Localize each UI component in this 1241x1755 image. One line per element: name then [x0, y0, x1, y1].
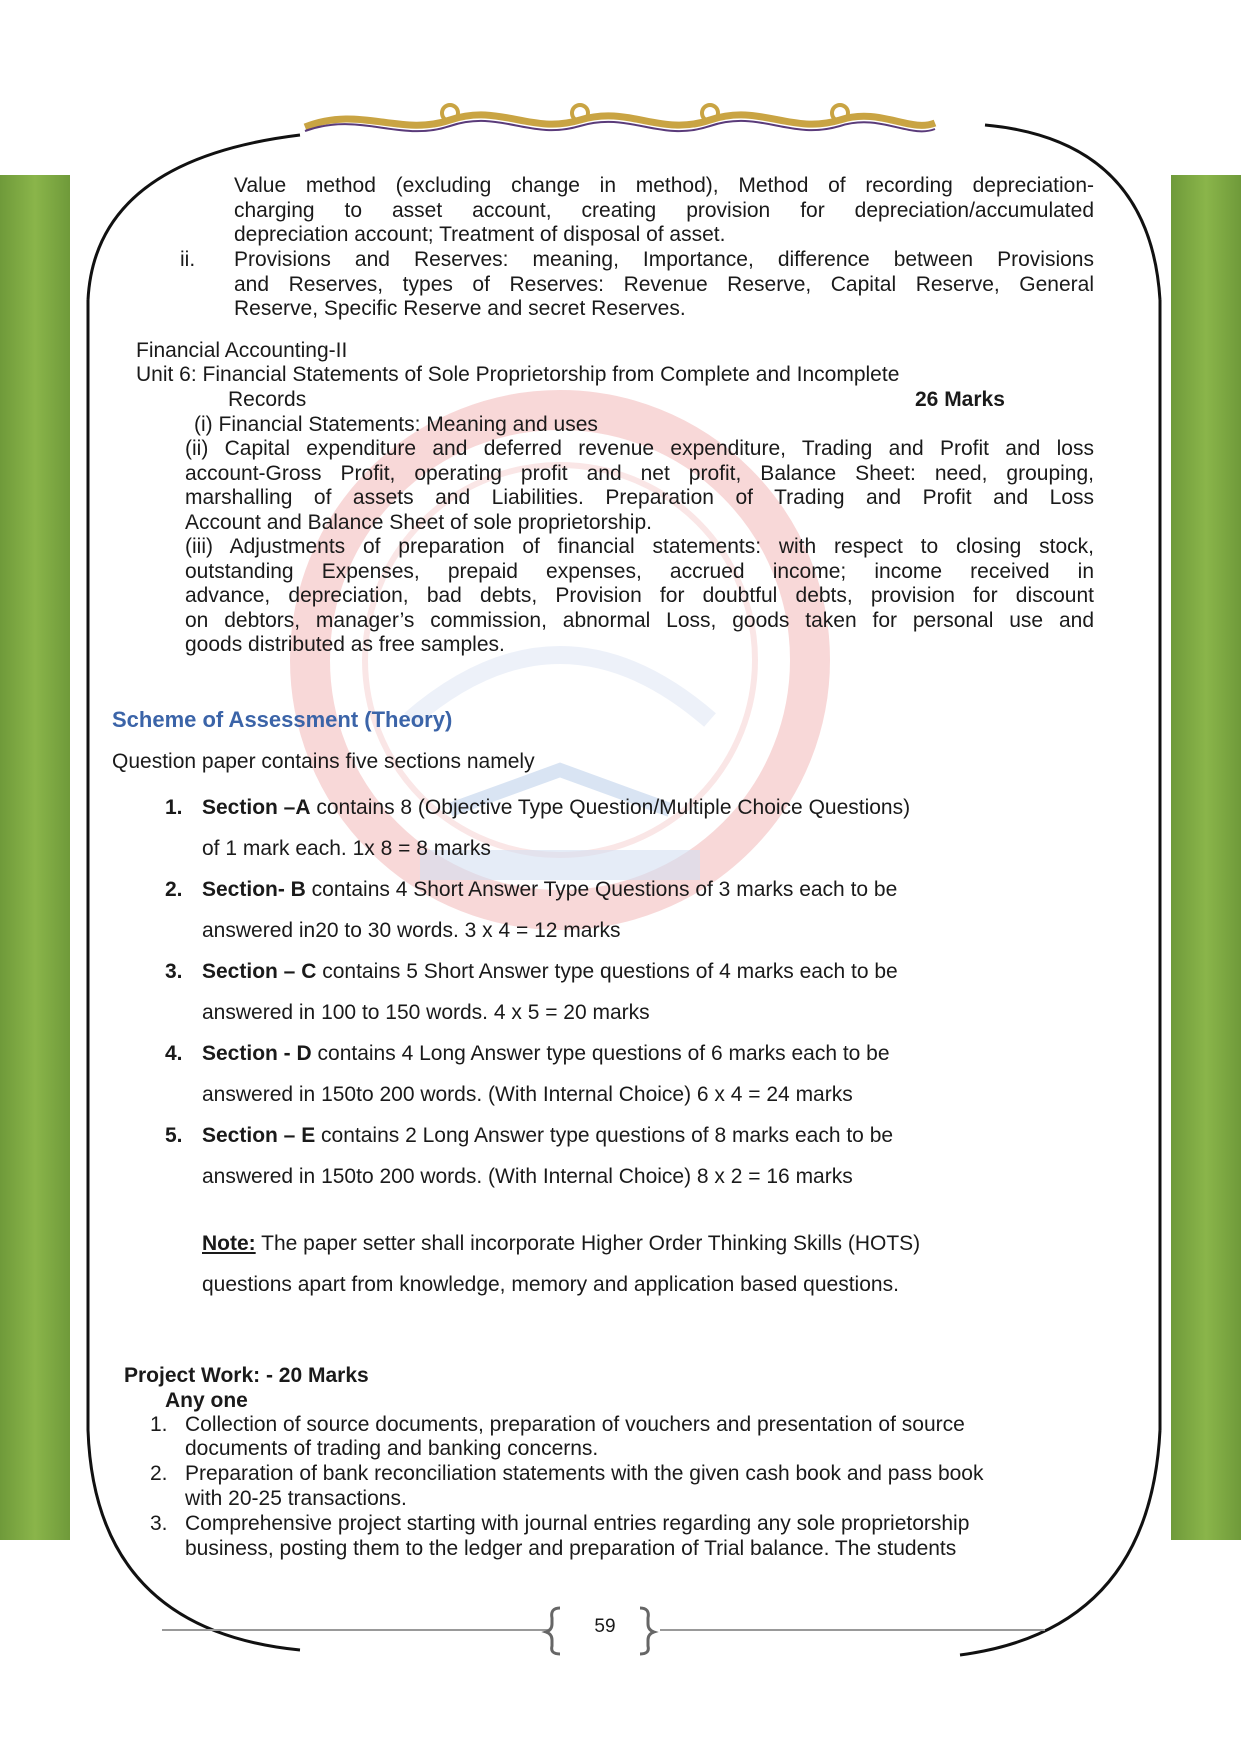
section-d-number: 4. — [165, 1042, 183, 1065]
project-item-3-number: 3. — [150, 1512, 168, 1535]
assessment-intro: Question paper contains five sections namely — [112, 750, 535, 773]
unit6-item-i: (i) Financial Statements: Meaning and uses — [194, 413, 598, 436]
project-item-3-line1: Comprehensive project starting with journal entries regarding any sole proprietorship — [185, 1512, 970, 1535]
section-e-label: Section – E — [202, 1124, 316, 1147]
section-c-label: Section – C — [202, 960, 317, 983]
project-item-2-line1: Preparation of bank reconciliation statements with the given cash book and pass book — [185, 1462, 984, 1485]
section-a-line2: of 1 mark each. 1x 8 = 8 marks — [202, 837, 491, 860]
project-subheading: Any one — [165, 1389, 248, 1412]
section-c-line1: Section – C contains 5 Short Answer type questions of 4 marks each to be — [202, 960, 898, 983]
note-line1: Note: The paper setter shall incorporate Higher Order Thinking Skills (HOTS) — [202, 1232, 921, 1255]
course-title: Financial Accounting-II — [136, 339, 348, 362]
section-c-line2: answered in 100 to 150 words. 4 x 5 = 20 marks — [202, 1001, 650, 1024]
unit6-title: Unit 6: Financial Statements of Sole Proprietorship from Complete and Incomplete — [136, 363, 900, 386]
section-d-line1: Section - D contains 4 Long Answer type questions of 6 marks each to be — [202, 1042, 890, 1065]
project-item-1-line1: Collection of source documents, preparation of vouchers and presentation of source — [185, 1413, 965, 1436]
section-d-label: Section - D — [202, 1042, 312, 1065]
assessment-heading: Scheme of Assessment (Theory) — [112, 707, 453, 732]
project-item-1-number: 1. — [150, 1413, 168, 1436]
project-item-1-line2: documents of trading and banking concerns. — [185, 1437, 599, 1460]
section-a-line1: Section –A contains 8 (Objective Type Question/Multiple Choice Questions) — [202, 796, 911, 819]
section-b-label: Section- B — [202, 878, 306, 901]
unit6-item-iii: (iii) Adjustments of preparation of financial statements: with respect to closing stock, outstanding Expenses, prepaid expenses, accrued income; income received in advance, depreciation, bad debts, Provision for doubtful debts, provision for discount on debtors, manager’s commission, abnormal Loss, goods taken for personal use and goods distributed as free samples. — [185, 535, 1094, 656]
unit6-item-ii: (ii) Capital expenditure and deferred revenue expenditure, Trading and Profit and loss account-Gross Profit, operating profit and net profit, Balance Sheet: need, grouping, marshalling of assets and Liabilities. Preparation of Trading and Profit and Loss Account and Balance Sheet of sole proprietorship. — [185, 437, 1094, 534]
section-b-line1: Section- B contains 4 Short Answer Type Questions of 3 marks each to be — [202, 878, 898, 901]
section-a-label: Section –A — [202, 796, 311, 819]
depreciation-continuation: Value method (excluding change in method), Method of recording depreciation- charging to asset account, creating provision for depreciation/accumulated depreciation account; Treatment of disposal of asset. — [234, 174, 1094, 246]
section-b-line2: answered in20 to 30 words. 3 x 4 = 12 marks — [202, 919, 621, 942]
section-e-line2: answered in 150to 200 words. (With Internal Choice) 8 x 2 = 16 marks — [202, 1165, 853, 1188]
top-ornament — [300, 95, 940, 145]
section-c-number: 3. — [165, 960, 183, 983]
project-item-3-line2: business, posting them to the ledger and preparation of Trial balance. The students — [185, 1537, 957, 1560]
unit6-marks: 26 Marks — [915, 388, 1005, 411]
unit6-title-cont: Records — [228, 388, 307, 411]
note-label: Note: — [202, 1232, 256, 1255]
provisions-reserves-item: Provisions and Reserves: meaning, Importance, difference between Provisions and Reserves, types of Reserves: Revenue Reserve, Capital Reserve, General Reserve, Specific Reserve and secret Reserves. — [234, 248, 1094, 320]
project-heading: Project Work: - 20 Marks — [124, 1364, 369, 1387]
project-item-2-number: 2. — [150, 1462, 168, 1485]
note-line2: questions apart from knowledge, memory and application based questions. — [202, 1273, 899, 1296]
section-b-number: 2. — [165, 878, 183, 901]
section-e-number: 5. — [165, 1124, 183, 1147]
item-ii-marker: ii. — [180, 248, 196, 271]
section-e-line1: Section – E contains 2 Long Answer type questions of 8 marks each to be — [202, 1124, 894, 1147]
project-item-2-line2: with 20-25 transactions. — [185, 1487, 407, 1510]
section-a-number: 1. — [165, 796, 183, 819]
section-d-line2: answered in 150to 200 words. (With Internal Choice) 6 x 4 = 24 marks — [202, 1083, 853, 1106]
page-number: 59 — [594, 1616, 616, 1637]
